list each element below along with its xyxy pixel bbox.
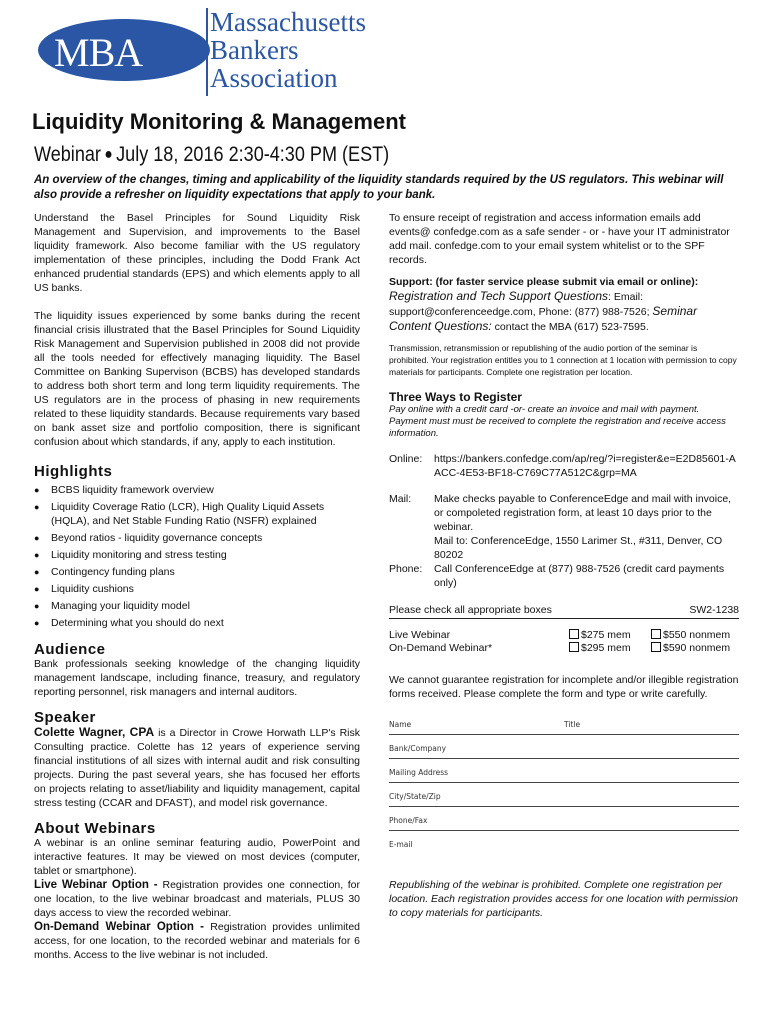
speaker-name: Colette Wagner, CPA: [34, 725, 155, 739]
speaker-heading: Speaker: [34, 709, 96, 726]
org-name-line: Massachusetts: [210, 7, 366, 37]
mail-text: Make checks payable to ConferenceEdge and mail with invoice, or compoleted registration form, at least 10 days prior to the webinar.: [434, 493, 732, 533]
event-type: Webinar: [34, 143, 101, 166]
intro-paragraph: The liquidity issues experienced by some banks during the recent financial crisis illustrated that the Basel Principles for Sound Liquidity Risk Management and Supervision published in 2008 did not provide all the tools needed for effectively managing liquidity. The Basel Committee on Banking Supervison (BCBS) has developed standards to address both short term and long term liquidity requirements. The US regulators are in the process of phasing in new requirements related to these liquidity standards. Because requirements vary based on bank asset size and portfolio composition, there is significant confusion about which standards, if any, apply to each institution.: [34, 310, 360, 448]
bank-field[interactable]: [389, 735, 739, 759]
registration-methods: [389, 452, 739, 590]
mail-address: Mail to: ConferenceEdge, 1550 Larimer St., #311, Denver, CO 80202: [434, 535, 723, 561]
highlight-item: ● Liquidity cushions: [34, 582, 360, 596]
email-label: E-mail: [389, 840, 413, 849]
option-name: On-Demand Webinar*: [389, 642, 493, 654]
org-name: [210, 8, 366, 92]
highlight-item: ● Liquidity monitoring and stress testing: [34, 548, 360, 562]
highlight-item: ● Contingency funding plans: [34, 565, 360, 579]
price-text: $550 nonmem: [663, 629, 731, 641]
ondemand-option: [34, 920, 360, 962]
receipt-text: To ensure receipt of registration and access information emails add events@ confedge.com as a safe sender - or - have your IT administrator add mail. confedge.com to your email system whitelist or to the SPF records.: [389, 212, 730, 266]
left-column: [34, 211, 360, 962]
reg-support-text: : Email: support@conferenceedge.com, Phone: (877) 988-7526;: [389, 291, 653, 318]
event-date: July 18, 2016 2:30-4:30 PM (EST): [116, 143, 390, 166]
audience-text: Bank professionals seeking knowledge of the changing liquidity management landscape, including finance, treasury, and regulatory reporting personnel, risk managers and internal auditors.: [34, 658, 360, 698]
highlight-item: ● Beyond ratios - liquidity governance concepts: [34, 531, 360, 545]
check-label: Please check all appropriate boxes: [389, 604, 552, 616]
bank-label: Bank/Company: [389, 744, 447, 753]
registration-form: [389, 711, 739, 854]
mail-instructions: [434, 492, 739, 562]
ways-note: Pay online with a credit card -or- create an invoice and mail with payment. Payment must must be received to complete the registration and receive access information.: [389, 404, 726, 439]
logo-mark-text: MBA: [54, 30, 143, 75]
org-name-line: Bankers: [210, 35, 299, 65]
content-support-label: Seminar Content Questions:: [389, 304, 698, 333]
ways-heading: Three Ways to Register: [389, 390, 522, 404]
speaker-text: is a Director in Crowe Horwath LLP's Risk Consulting practice. Colette has 12 years of experience serving financial institutions of all sizes with internal audit and risk consulting projects. During the past several years, she has focused her efforts on projects relating to asset/liability and liquidity management, capital stress testing (CCAR and DFAST), and model risk governance.: [34, 727, 361, 809]
mba-logo: [36, 8, 396, 96]
mail-label: Mail:: [389, 493, 412, 505]
org-name-line: Association: [210, 63, 338, 93]
phone-label: Phone:: [389, 563, 423, 575]
right-column: [389, 211, 739, 920]
highlights-list: [34, 483, 360, 630]
logo-divider: [206, 8, 208, 96]
name-field[interactable]: [389, 711, 739, 735]
live-option-label: Live Webinar Option -: [34, 879, 163, 891]
live-option-text: Registration provides one connection, for one location, to the live webinar broadcast and materials, PLUS 30 days access to view the recorded webinar.: [34, 879, 360, 919]
check-boxes-header: [389, 603, 739, 619]
bullet-icon: ●: [104, 146, 113, 164]
online-link[interactable]: https://bankers.confedge.com/ap/reg/?i=register&e=E2D85601-AACC-4E53-BF18-C769C77A512C&grp=MA: [434, 453, 736, 479]
content-support-text: contact the MBA (617) 523-7595.: [491, 321, 649, 333]
transmission-note: Transmission, retransmission or republishing of the audio portion of the seminar is prohibited. Your registration entitles you to 1 connection at 1 location with permission to copy materials for participants. Complete one registration per location.: [389, 343, 737, 377]
support-text: [389, 289, 739, 334]
checkbox-icon[interactable]: [651, 642, 661, 652]
nonmember-price-checkbox[interactable]: [651, 629, 730, 642]
title-label: Title: [564, 720, 581, 729]
price-text: $275 mem: [581, 629, 631, 641]
reg-support-label: Registration and Tech Support Questions: [389, 289, 609, 303]
live-option: [34, 878, 360, 920]
page-title: Liquidity Monitoring & Management: [32, 109, 406, 134]
option-name: Live Webinar: [389, 629, 451, 641]
checkbox-icon[interactable]: [569, 629, 579, 639]
price-row-live: [389, 629, 739, 642]
about-text: A webinar is an online seminar featuring audio, PowerPoint and interactive features. It may be viewed on most devices (computer, tablet or smartphone).: [34, 837, 360, 877]
highlight-item: ● BCBS liquidity framework overview: [34, 483, 360, 497]
webinar-datetime: [34, 143, 389, 167]
member-price-checkbox[interactable]: [569, 642, 651, 655]
phone-field[interactable]: [389, 807, 739, 831]
price-row-ondemand: [389, 642, 739, 655]
ondemand-option-label: On-Demand Webinar Option -: [34, 921, 211, 933]
ondemand-option-text: Registration provides unlimited access, for one location, to the recorded webinar and materials for 6 months. Access to the live webinar is not included.: [34, 921, 360, 961]
name-label: Name: [389, 720, 412, 729]
checkbox-icon[interactable]: [569, 642, 579, 652]
republish-note: Republishing of the webinar is prohibited. Complete one registration per location. Each registration provides access for one location with permission to copy materials for participants.: [389, 879, 739, 919]
highlight-item: ● Liquidity Coverage Ratio (LCR), High Quality Liquid Assets (HQLA), and Net Stable Funding Ratio (NSFR) explained: [34, 500, 360, 528]
phone-text: Call ConferenceEdge at (877) 988-7526 (credit card payments only): [434, 563, 725, 589]
checkbox-icon[interactable]: [651, 629, 661, 639]
speaker-bio: [34, 725, 360, 810]
guarantee-text: We cannot guarantee registration for incomplete and/or illegible registration forms received. Please complete the form and type or write carefully.: [389, 674, 739, 700]
highlight-item: ● Managing your liquidity model: [34, 599, 360, 613]
mailing-field[interactable]: [389, 759, 739, 783]
intro-paragraph: Understand the Basel Principles for Sound Liquidity Risk Management and Supervision, and improvements to the Basel liquidity framework. Also become familiar with the US regulatory implementation of these principles, including the Dodd Frank Act enhanced prudential standards (EPS) and which elements apply to all US banks.: [34, 212, 360, 294]
price-text: $590 nonmem: [663, 642, 731, 654]
overview-text: An overview of the changes, timing and applicability of the liquidity standards required by the US regulators. This webinar will also provide a refresher on liquidity expectations that apply to your bank.: [34, 174, 724, 201]
audience-heading: Audience: [34, 641, 106, 658]
phone-fax-label: Phone/Fax: [389, 816, 428, 825]
course-code: SW2-1238: [689, 604, 739, 616]
city-label: City/State/Zip: [389, 792, 441, 801]
mailing-label: Mailing Address: [389, 768, 449, 777]
nonmember-price-checkbox[interactable]: [651, 642, 730, 655]
email-field[interactable]: [389, 831, 739, 854]
highlight-item: ● Determining what you should do next: [34, 616, 360, 630]
member-price-checkbox[interactable]: [569, 629, 651, 642]
online-label: Online:: [389, 453, 423, 465]
highlights-heading: Highlights: [34, 463, 113, 480]
price-text: $295 mem: [581, 642, 631, 654]
city-field[interactable]: [389, 783, 739, 807]
about-heading: About Webinars: [34, 820, 156, 837]
support-label: Support: (for faster service please submit via email or online):: [389, 276, 699, 288]
